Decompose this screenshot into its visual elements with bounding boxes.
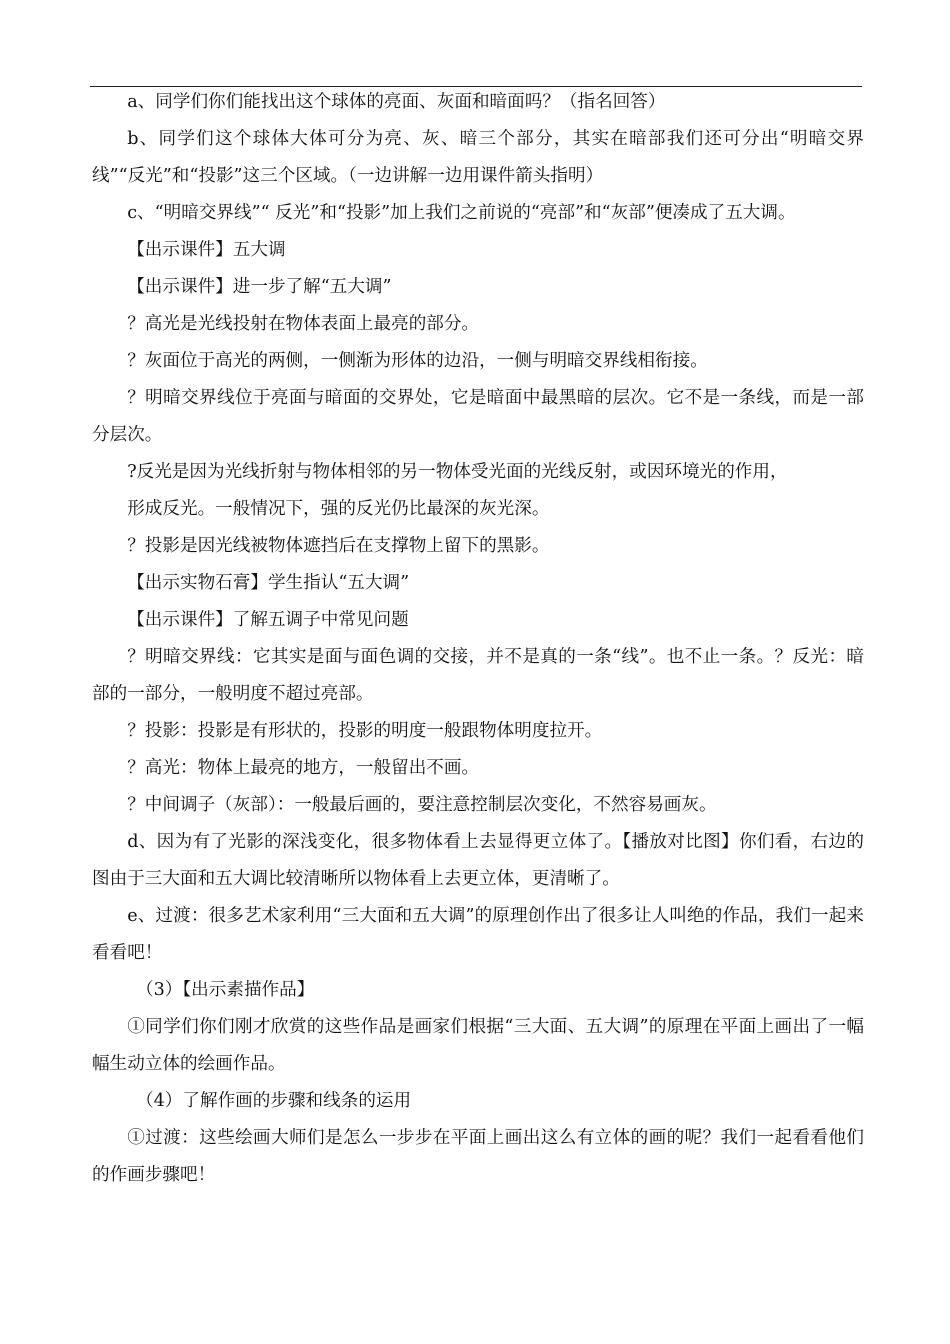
document-body (92, 84, 864, 1194)
paragraph-b: b、同学们这个球体大体可分为亮、灰、暗三个部分，其实在暗部我们还可分出“明暗交界线”“反光”和“投影”这三个区域。（一边讲解一边用课件箭头指明） (92, 129, 864, 186)
problem-terminator-reflected: ？明暗交界线：它其实是面与面色调的交接，并不是真的一条“线”。也不止一条。？反光：暗部的一部分，一般明度不超过亮部。 (92, 647, 864, 704)
paragraph-e: e、过渡：很多艺术家利用“三大面和五大调”的原理创作出了很多让人叫绝的作品，我们一起来看看吧！ (92, 906, 864, 963)
reflected-light-continued: 形成反光。一般情况下，强的反光仍比最深的灰光深。 (127, 499, 550, 519)
gray-area-description: ？灰面位于高光的两侧，一侧渐为形体的边沿，一侧与明暗交界线相衔接。 (127, 351, 708, 371)
problem-middle-tone: ？中间调子（灰部）：一般最后画的，要注意控制层次变化，不然容易画灰。 (127, 795, 717, 815)
problem-cast-shadow: ？投影：投影是有形状的，投影的明度一般跟物体明度拉开。 (127, 721, 603, 741)
courseware-five-tones: 【出示课件】五大调 (127, 240, 286, 260)
courseware-further-five-tones: 【出示课件】进一步了解“五大调” (127, 277, 392, 297)
paragraph-d: d、因为有了光影的深浅变化，很多物体看上去显得更立体了。【播放对比图】你们看，右边的图由于三大面和五大调比较清晰所以物体看上去更立体，更清晰了。 (92, 832, 864, 889)
paragraph-c: c、“明暗交界线”“ 反光”和“投影”加上我们之前说的“亮部”和“灰部”便凑成了五大调。 (127, 203, 796, 223)
cast-shadow-description: ？投影是因光线被物体遮挡后在支撑物上留下的黑影。 (127, 536, 550, 556)
paragraph-a: a、同学们你们能找出这个球体的亮面、灰面和暗面吗？（指名回答） (127, 92, 666, 112)
section-3-item-1: ①同学们你们刚才欣赏的这些作品是画家们根据“三大面、五大调”的原理在平面上画出了一幅幅生动立体的绘画作品。 (92, 1017, 864, 1074)
courseware-common-problems: 【出示课件】了解五调子中常见问题 (127, 610, 409, 630)
plaster-object-display: 【出示实物石膏】学生指认“五大调” (127, 573, 410, 593)
reflected-light-description: ?反光是因为光线折射与物体相邻的另一物体受光面的光线反射，或因环境光的作用， (127, 462, 788, 482)
problem-highlight: ？高光：物体上最亮的地方，一般留出不画。 (127, 758, 480, 778)
terminator-description: ？明暗交界线位于亮面与暗面的交界处，它是暗面中最黑暗的层次。它不是一条线，而是一部分层次。 (92, 388, 864, 445)
section-4-heading: （4）了解作画的步骤和线条的运用 (136, 1091, 412, 1111)
highlight-description: ？高光是光线投射在物体表面上最亮的部分。 (127, 314, 480, 334)
section-3-heading: （3）【出示素描作品】 (136, 980, 315, 1000)
section-4-item-1: ①过渡：这些绘画大师们是怎么一步步在平面上画出这么有立体的画的呢？我们一起看看他们的作画步骤吧！ (92, 1128, 864, 1185)
